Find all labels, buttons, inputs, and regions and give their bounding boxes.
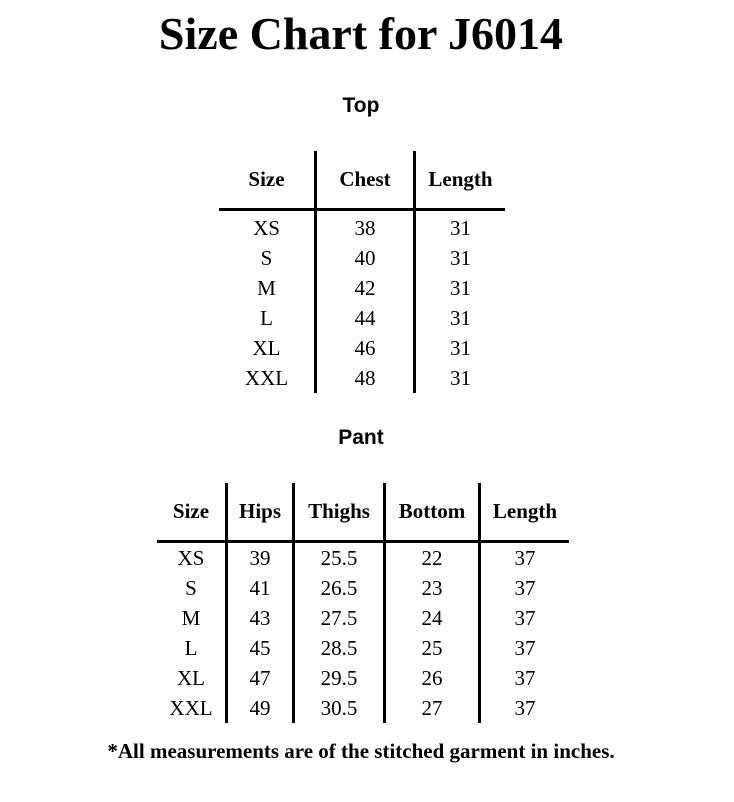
table-cell: S (260, 246, 273, 270)
table-cell: 42 (316, 273, 415, 303)
table-header-row (157, 483, 569, 542)
column-header-size: Size (219, 151, 316, 210)
column-header-chest: Chest (316, 151, 415, 210)
table-row (219, 363, 505, 393)
table-row (157, 663, 569, 693)
table-row (157, 603, 569, 633)
table-cell: 31 (415, 243, 506, 273)
table-cell: XL (252, 336, 281, 360)
column-header-hips: Hips (227, 483, 294, 542)
table-cell: 43 (227, 603, 294, 633)
table-cell: 46 (316, 333, 415, 363)
table-cell: XXL (169, 696, 213, 720)
table-cell: 48 (316, 363, 415, 393)
table-cell: 40 (316, 243, 415, 273)
table-cell: 25.5 (294, 542, 385, 574)
table-cell: XXL (244, 366, 289, 390)
table-row (157, 633, 569, 663)
column-header-size: Size (157, 483, 227, 542)
table-row (157, 573, 569, 603)
pant-size-table (157, 483, 569, 723)
table-cell: 28.5 (294, 633, 385, 663)
table-row (219, 210, 505, 244)
table-cell: 31 (415, 273, 506, 303)
table-cell: 38 (316, 210, 415, 244)
page-title: Size Chart for J6014 (158, 8, 564, 59)
table-cell: 47 (227, 663, 294, 693)
table-cell: 23 (385, 573, 480, 603)
column-header-length: Length (480, 483, 570, 542)
table-cell: 49 (227, 693, 294, 723)
table-cell: 37 (480, 663, 570, 693)
table-cell: 39 (227, 542, 294, 574)
table-cell: 41 (227, 573, 294, 603)
table-cell: 24 (385, 603, 480, 633)
table-cell: 26.5 (294, 573, 385, 603)
table-cell: XS (177, 546, 205, 570)
table-cell: M (181, 606, 201, 630)
table-cell: 31 (415, 303, 506, 333)
top-section-title: Top (342, 94, 380, 117)
table-row (219, 333, 505, 363)
column-header-bottom: Bottom (385, 483, 480, 542)
table-cell: 31 (415, 363, 506, 393)
table-cell: 37 (480, 633, 570, 663)
table-cell: 31 (415, 333, 506, 363)
table-cell: 37 (480, 693, 570, 723)
table-cell: 30.5 (294, 693, 385, 723)
table-cell: 31 (415, 210, 506, 244)
pant-section-title: Pant (338, 426, 384, 449)
table-cell: 27.5 (294, 603, 385, 633)
top-size-table (219, 151, 505, 393)
column-header-length: Length (415, 151, 506, 210)
table-cell: 26 (385, 663, 480, 693)
table-cell: M (257, 276, 276, 300)
table-cell: L (184, 636, 198, 660)
table-cell: 37 (480, 542, 570, 574)
table-row (157, 542, 569, 574)
table-row (157, 693, 569, 723)
table-row (219, 243, 505, 273)
table-cell: XS (253, 216, 280, 240)
table-cell: 45 (227, 633, 294, 663)
table-cell: L (260, 306, 273, 330)
table-cell: 37 (480, 603, 570, 633)
table-cell: 44 (316, 303, 415, 333)
table-cell: 22 (385, 542, 480, 574)
table-cell: 29.5 (294, 663, 385, 693)
table-cell: 27 (385, 693, 480, 723)
table-cell: XL (177, 666, 205, 690)
measurement-footnote: *All measurements are of the stitched garment in inches. (107, 739, 615, 763)
table-row (219, 303, 505, 333)
column-header-thighs: Thighs (294, 483, 385, 542)
table-cell: 37 (480, 573, 570, 603)
table-row (219, 273, 505, 303)
table-cell: S (185, 576, 197, 600)
table-cell: 25 (385, 633, 480, 663)
table-header-row (219, 151, 505, 210)
